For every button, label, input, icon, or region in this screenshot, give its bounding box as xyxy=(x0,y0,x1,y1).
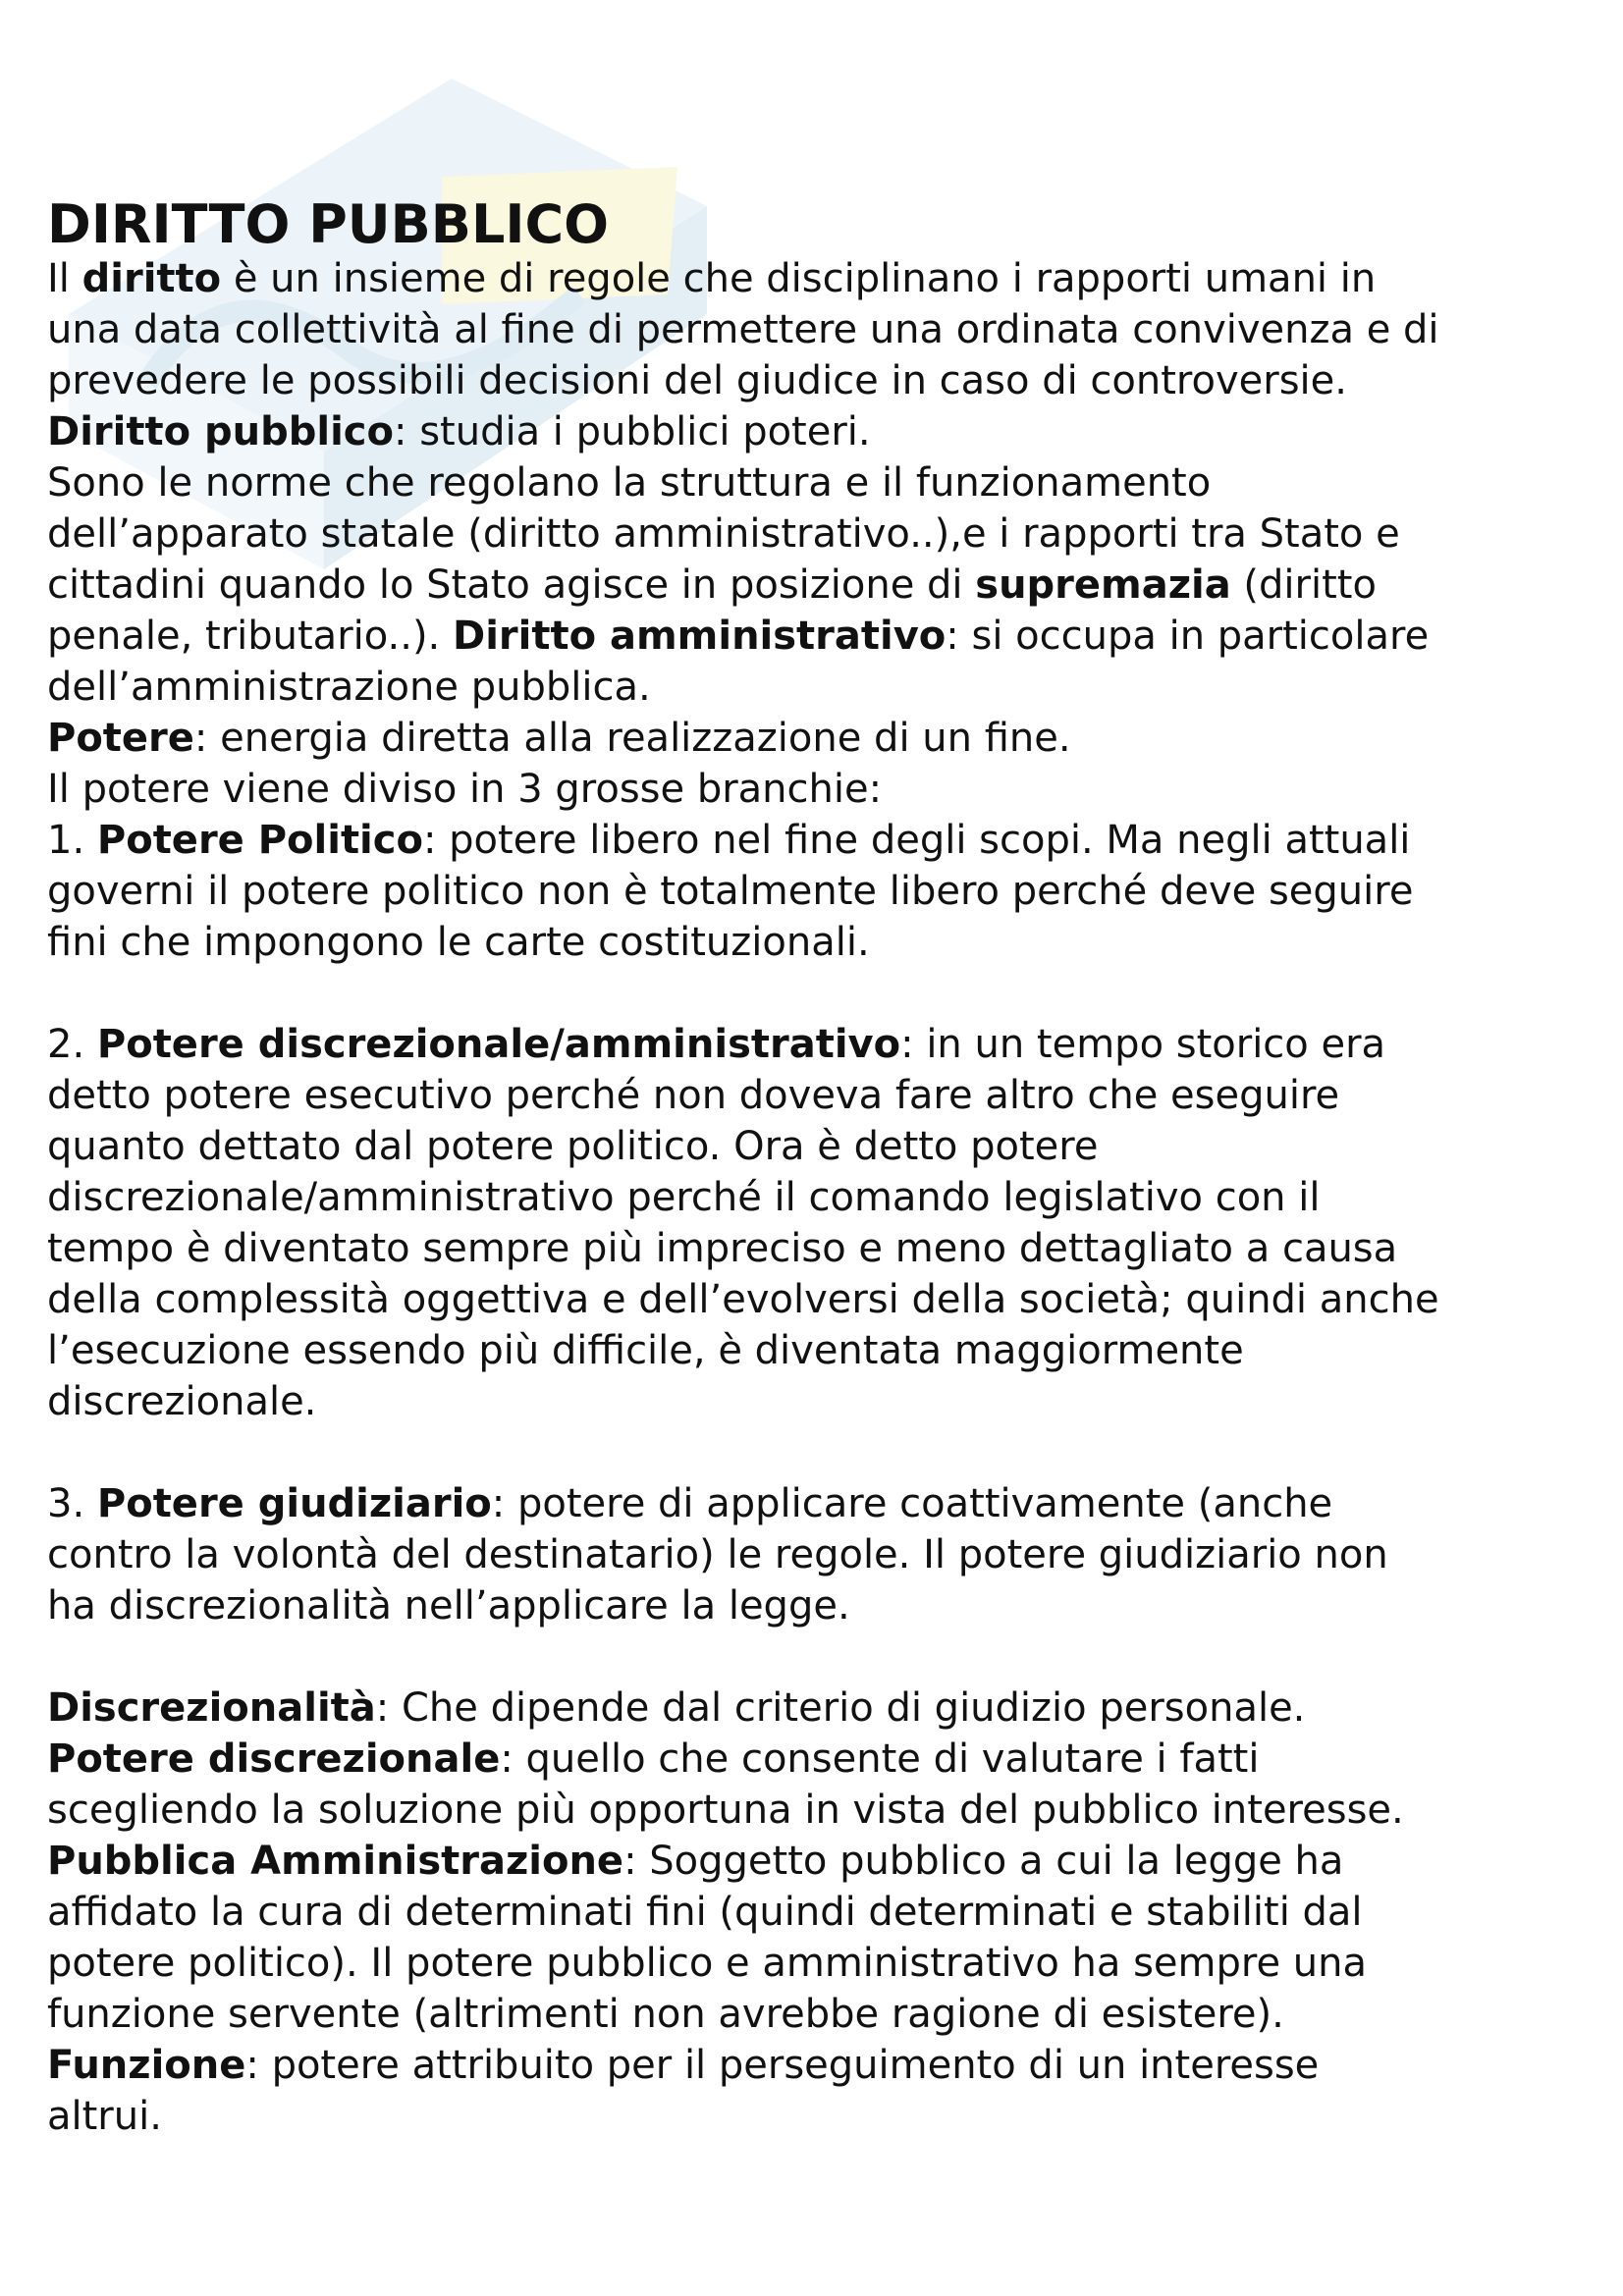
point-2-paragraph xyxy=(47,1019,1608,1427)
point-2-term: Potere discrezionale/amministrativo xyxy=(96,1022,901,1067)
discrezionalita-text: : Che dipende dal criterio di giudizio personale. xyxy=(375,1685,1306,1731)
point-3-number: 3. xyxy=(47,1481,97,1526)
funzione-term: Funzione xyxy=(47,2043,246,2088)
paragraph-gap xyxy=(47,1427,1608,1478)
diritto-amministrativo-term: Diritto amministrativo xyxy=(453,614,947,659)
intro-paragraph xyxy=(47,253,1608,406)
funzione-text: : potere attribuito per il perseguimento di un interesse altrui. xyxy=(47,2043,1320,2139)
document-body xyxy=(47,194,1608,2142)
supremazia-term: supremazia xyxy=(975,562,1231,608)
point-3-term: Potere giudiziario xyxy=(96,1481,492,1526)
norme-text-1: Sono le norme che regolano la struttura e il funzionamento dell’apparato statale (diritto amministrativo..),e i rapporti tra Stato e cittadini quando lo Stato agisce in posizione di xyxy=(47,460,1400,608)
point-1-paragraph xyxy=(47,815,1608,968)
point-2-text: : in un tempo storico era detto potere esecutivo perché non doveva fare altro che eseguire quanto dettato dal potere politico. Ora è detto potere discrezionale/amministrativo perché il comando legislativo con il tempo è diventato sempre più impreciso e meno dettagliato a causa della complessità oggettiva e dell’evolversi della società; quindi anche l’esecuzione essendo più difficile, è diventata maggiormente discrezionale. xyxy=(47,1022,1439,1424)
discrezionalita-term: Discrezionalità xyxy=(47,1685,376,1731)
discrezionalita-paragraph xyxy=(47,1682,1608,1734)
norme-paragraph xyxy=(47,457,1608,713)
point-3-text: : potere di applicare coattivamente (anche contro la volontà del destinatario) le regole. Il potere giudiziario non ha discrezionalità nell’applicare la legge. xyxy=(47,1481,1388,1629)
paragraph-gap xyxy=(47,1631,1608,1682)
point-1-number: 1. xyxy=(47,818,97,863)
point-1-text: : potere libero nel fine degli scopi. Ma negli attuali governi il potere politico non è totalmente libero perché deve seguire fini che impongono le carte costituzionali. xyxy=(47,818,1414,965)
norme-text-3: : si occupa in particolare dell’amministrazione pubblica. xyxy=(47,614,1430,710)
potere-term: Potere xyxy=(47,716,194,761)
diritto-pubblico-text: : studia i pubblici poteri. xyxy=(394,409,871,454)
potere-text: : energia diretta alla realizzazione di un fine. xyxy=(193,716,1071,761)
potere-paragraph xyxy=(47,713,1608,764)
norme-text-2: (diritto penale, tributario..). xyxy=(47,562,1377,659)
funzione-paragraph xyxy=(47,2040,1608,2142)
intro-pre: Il xyxy=(47,256,82,301)
branchie-intro: Il potere viene diviso in 3 grosse branchie: xyxy=(47,767,883,812)
point-3-paragraph xyxy=(47,1478,1608,1631)
intro-term: diritto xyxy=(81,256,222,301)
point-1-term: Potere Politico xyxy=(96,818,423,863)
potere-discrezionale-term: Potere discrezionale xyxy=(47,1736,501,1782)
potere-discrezionale-paragraph xyxy=(47,1734,1608,1836)
diritto-pubblico-paragraph xyxy=(47,406,1608,457)
page-title: DIRITTO PUBBLICO xyxy=(47,193,609,255)
paragraph-gap xyxy=(47,968,1608,1019)
potere-discrezionale-text: : quello che consente di valutare i fatti scegliendo la soluzione più opportuna in vista del pubblico interesse. xyxy=(47,1736,1404,1833)
pubblica-amministrazione-term: Pubblica Amministrazione xyxy=(47,1839,624,1884)
diritto-pubblico-term: Diritto pubblico xyxy=(47,409,394,454)
pubblica-amministrazione-paragraph xyxy=(47,1836,1608,2040)
point-2-number: 2. xyxy=(47,1022,97,1067)
pubblica-amministrazione-text: : Soggetto pubblico a cui la legge ha affidato la cura di determinati fini (quindi determinati e stabiliti dal potere politico). Il potere pubblico e amministrativo ha sempre una funzione servente (altrimenti non avrebbe ragione di esistere). xyxy=(47,1839,1368,2037)
intro-text: è un insieme di regole che disciplinano i rapporti umani in una data collettività al fine di permettere una ordinata convivenza e di prevedere le possibili decisioni del giudice in caso di controversie. xyxy=(47,256,1439,403)
